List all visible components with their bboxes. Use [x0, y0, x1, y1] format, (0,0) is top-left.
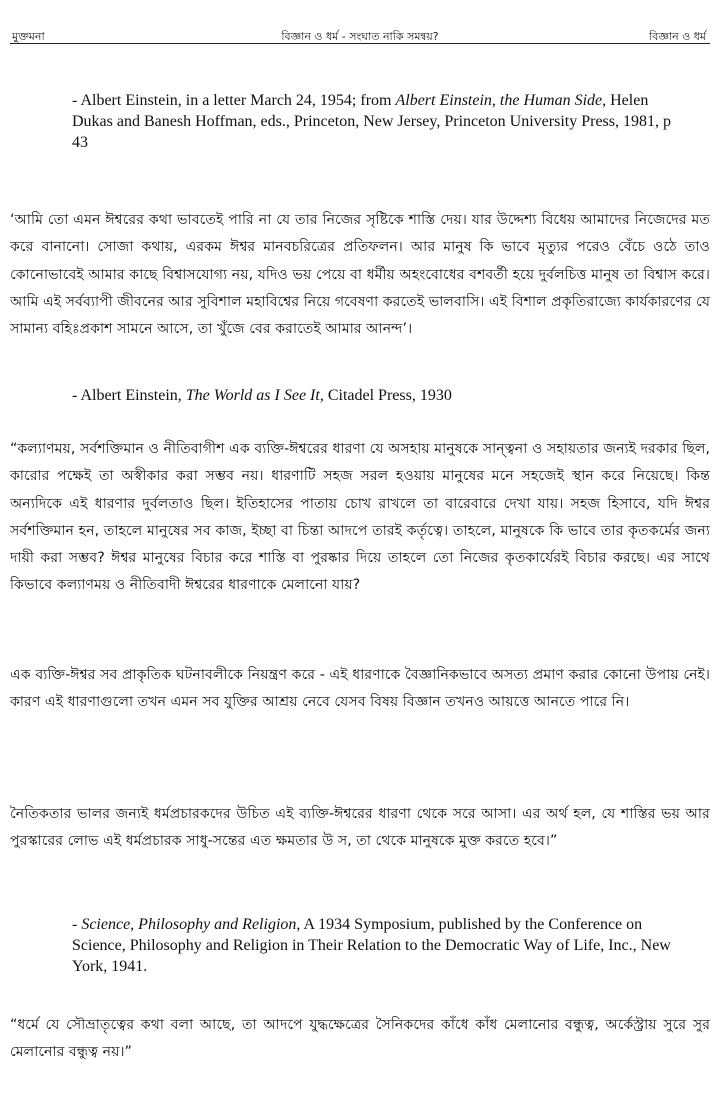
citation-lead: -	[72, 916, 82, 933]
quote-brotherhood-paragraph: “ধর্মে যে সৌভ্রাতৃত্বের কথা বলা আছে, তা আদপে যুদ্ধক্ষেত্রের সৈনিকদের কাঁধে কাঁধ মেলানোর বন্ধুত্ব, অর্কেস্ট্রায় সুরে সুর মেলানোর বন্ধুত্ব নয়।”	[10, 1017, 710, 1061]
header-divider	[10, 43, 710, 44]
citation-details: , Citadel Press, 1930	[319, 387, 452, 404]
citation-einstein-letter	[72, 90, 682, 153]
citation-details: , A 1934 Symposium, published by the Conference on Science, Philosophy and Religion in Their Relation to the Democratic Way of Life, Inc., New York, 1941.	[72, 916, 671, 975]
citation-world-as-i-see-it	[72, 385, 682, 406]
header-article-title: বিজ্ঞান ও ধর্ম - সংঘাত নাকি সমন্বয়?	[281, 30, 439, 43]
header-site-name: মুক্তমনা	[12, 30, 45, 43]
quote-personal-god-paragraph-3: নৈতিকতার ভালর জন্যই ধর্মপ্রচারকদের উচিত এই ব্যক্তি-ঈশ্বরের ধারণা থেকে সরে আসা। এর অর্থ হল, যে শাস্তির ভয় আর পুরস্কারের লোভ এই ধর্মপ্রচারক সাধু-সন্তের এত ক্ষমতার উ স, তা থেকে মানুষকে মুক্ত করতে হবে।”	[10, 806, 710, 850]
citation-lead: - Albert Einstein,	[72, 387, 186, 404]
citation-book-title: Albert Einstein, the Human Side	[395, 92, 603, 109]
citation-lead: - Albert Einstein, in a letter March 24, 1954; from	[72, 92, 396, 109]
citation-book-title: Science, Philosophy and Religion	[81, 916, 297, 933]
quote-personal-god-paragraph-2: এক ব্যক্তি-ঈশ্বর সব প্রাকৃতিক ঘটনাবলীকে নিয়ন্ত্রণ করে - এই ধারণাকে বৈজ্ঞানিকভাবে অসত্য প্রমাণ করার কোনো উপায় নেই। কারণ এই ধারণাগুলো তখন এমন সব যুক্তির আশ্রয় নেবে যেসব বিষয় বিজ্ঞান তখনও আয়ত্তে আনতে পারে নি।	[10, 667, 710, 711]
quote-personal-god-paragraph-1: “কল্যাণময়, সর্বশক্তিমান ও নীতিবাগীশ এক ব্যক্তি-ঈশ্বরের ধারণা যে অসহায় মানুষকে সান্ত্বনা ও সহায়তার জন্যই দরকার ছিল, কারোর পক্ষেই তা অস্বীকার করা সম্ভব নয়। ধারণাটি সহজ সরল হওয়ায় মানুষের মনে সহজেই স্থান করে নিয়েছে। কিন্ত অন্যদিকে এই ধারণার দুর্বলতাও ছিল। ইতিহাসের পাতায় চোখ রাখলে তা বারেবারে দেখা যায়। সহজ হিসাবে, যদি ঈশ্বর সর্বশক্তিমান হন, তাহলে মানুষের সব কাজ, ইচ্ছা বা চিন্তা আদপে তারই কর্তৃত্বে। তাহলে, মানুষকে কি ভাবে তার কৃতকর্মের জন্য দায়ী করা সম্ভব? ঈশ্বর মানুষের বিচার করে শাস্তি বা পুরষ্কার দিয়ে তাহলে তো নিজের কৃতকার্যেরই বিচার করছে। এর সাথে কিভাবে কল্যাণময় ও নীতিবাদী ঈশ্বরের ধারণাকে মেলানো যায়?	[10, 441, 710, 594]
citation-details: , Helen Dukas and Banesh Hoffman, eds., Princeton, New Jersey, Princeton University Press, 1981, p 43	[72, 92, 672, 151]
citation-science-philosophy-religion	[72, 914, 682, 977]
page-header	[0, 0, 720, 44]
header-section-name: বিজ্ঞান ও ধর্ম	[649, 30, 706, 43]
citation-book-title: The World as I See It	[185, 387, 320, 404]
quote-einstein-paragraph-1: ‘আমি তো এমন ঈশ্বরের কথা ভাবতেই পারি না যে তার নিজের সৃষ্টিকে শাস্তি দেয়। যার উদ্দেশ্য বিধেয় আমাদের নিজেদের মত করে বানানো। সোজা কথায়, এরকম ঈশ্বর মানবচরিত্রের প্রতিফলন। আর মানুষ কি ভাবে মৃত্যুর পরেও বেঁচে ওঠে তাও কোনোভাবেই আমার কাছে বিশ্বাসযোগ্য নয়, যদিও ভয় পেয়ে বা ধর্মীয় অহংবোধের বশবর্তী হয়ে দুর্বলচিত্ত মানুষ তা বিশ্বাস করে। আমি এই সর্বব্যাপী জীবনের আর সুবিশাল মহাবিশ্বের নিয়ে গবেষণা করতেই ভালবাসি। এই বিশাল প্রকৃতিরাজ্যে কার্যকারণের যে সামান্য বহিঃপ্রকাশ সামনে আসে, তা খুঁজে বের করাতেই আমার আনন্দ’।	[10, 212, 710, 338]
